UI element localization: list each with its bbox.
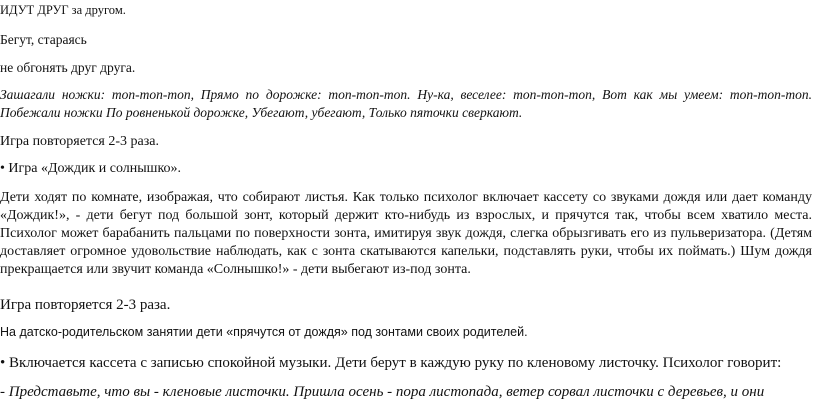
line-run: Бегут, стараясь (0, 32, 87, 47)
line-no-overtake: не обгонять друг друга. (0, 60, 136, 75)
repeat-text-2: Игра повторяется 2-3 раза. (0, 297, 171, 313)
game-title: • Игра «Дождик и солнышко». (0, 161, 182, 176)
repeat-text-1: Игра повторяется 2-3 раза. (0, 134, 159, 149)
music-instruction: • Включается кассета с записью спокойной музыки. Дети берут в каждую руку по кленовому листочку. Психолог говорит: (0, 355, 782, 371)
game-description: Дети ходят по комнате, изображая, что собирают листья. Как только психолог включает кассету со звуками дождя или дает команду «Дождик!», - дети бегут под большой зонт, который держит кто-нибудь из взрослых, и прячутся так, чтобы всем хватило места. Психолог может барабанить пальцами по поверхности зонта, имитируя звук дождя, слегка обрызгивать его из пульверизатора. (Детям доставляет огромное удовольствие наблюдать, как с зонта скатываются капельки, подставлять руки, чтобы их поймать.) Шум дождя прекращается или звучит команда «Солнышко!» - дети выбегают из-под зонта. (0, 190, 812, 277)
parent-session-note: На датско-родительском занятии дети «прячутся от дождя» под зонтами своих родителей. (0, 325, 528, 339)
poem-paragraph: Зашагали ножки: топ-топ-топ, Прямо по дорожке: топ-топ-топ. Ну-ка, веселее: топ-топ-топ, Вот как мы умеем: топ-топ-топ. Побежали ножки По ровненькой дорожке, Убегают, убегают, Только пяточки сверкают. (0, 87, 812, 120)
psychologist-speech: - Представьте, что вы - кленовые листочки. Пришла осень - пора листопада, ветер сорвал листочки с деревьев, и они (0, 384, 765, 400)
line-title: ИДУТ ДРУГ за другом. (0, 3, 126, 17)
